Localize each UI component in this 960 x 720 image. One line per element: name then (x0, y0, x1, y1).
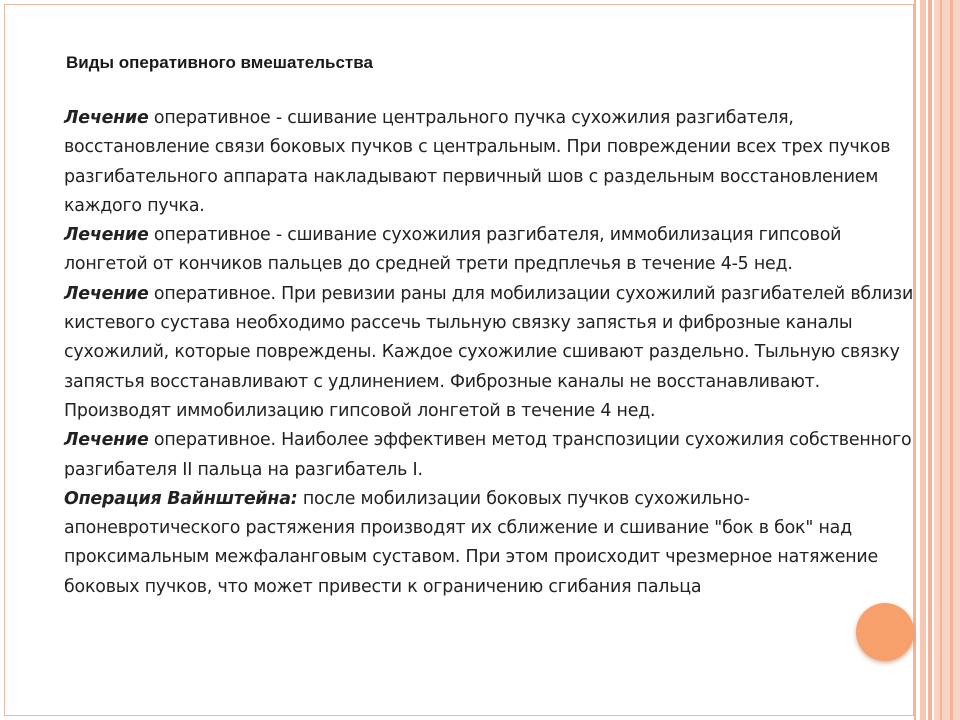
paragraph-text: после мобилизации боковых пучков сухожильно-апоневротического растяжения производят их сближение и сшивание "бок в бок" над проксимальным межфаланговым суставом. При этом происходит чрезмерное натяжение боковых пучков, что может привести к ограничению сгибания пальца (64, 488, 878, 597)
paragraph (64, 485, 916, 602)
slide-body (64, 104, 916, 602)
stripe (928, 0, 932, 720)
stripe (920, 0, 926, 720)
stripe (934, 0, 960, 720)
stripe (950, 0, 953, 720)
paragraph-text: оперативное. При ревизии раны для мобилизации сухожилий разгибателей вблизи кистевого сустава необходимо рассечь тыльную связку запястья и фиброзные каналы сухожилий, которые повреждены. Каждое сухожилие сшивают раздельно. Тыльную связку запястья восстанавливают с удлинением. Фиброзные каналы не восстанавливают. Производят иммобилизацию гипсовой лонгетой в течение 4 нед. (64, 283, 914, 421)
paragraph-lead: Лечение (64, 108, 149, 128)
paragraph-lead: Операция Вайнштейна: (64, 488, 298, 509)
paragraph (64, 426, 916, 485)
paragraph (64, 221, 916, 280)
paragraph-lead: Лечение (64, 430, 149, 451)
stripe (940, 0, 942, 720)
paragraph-text: оперативное - сшивание центрального пучка сухожилия разгибателя, восстановление связи боковых пучков с центральным. При повреждении всех трех пучков разгибательного аппарата накладывают первичный шов с раздельным восстановлением каждого пучка. (64, 108, 891, 216)
paragraph-text: оперативное - сшивание сухожилия разгибателя, иммобилизация гипсовой лонгетой от кончиков пальцев до средней трети предплечья в течение 4-5 нед. (64, 225, 842, 275)
orange-circle-decoration (856, 603, 914, 661)
slide-heading: Виды оперативного вмешательства (66, 53, 373, 72)
paragraph (64, 104, 916, 221)
decorative-stripes (914, 0, 960, 720)
paragraph-lead: Лечение (64, 283, 149, 304)
paragraph-lead: Лечение (64, 225, 149, 246)
paragraph (64, 280, 916, 426)
paragraph-text: оперативное. Наиболее эффективен метод транспозиции сухожилия собственного разгибателя II пальца на разгибатель I. (64, 430, 912, 480)
